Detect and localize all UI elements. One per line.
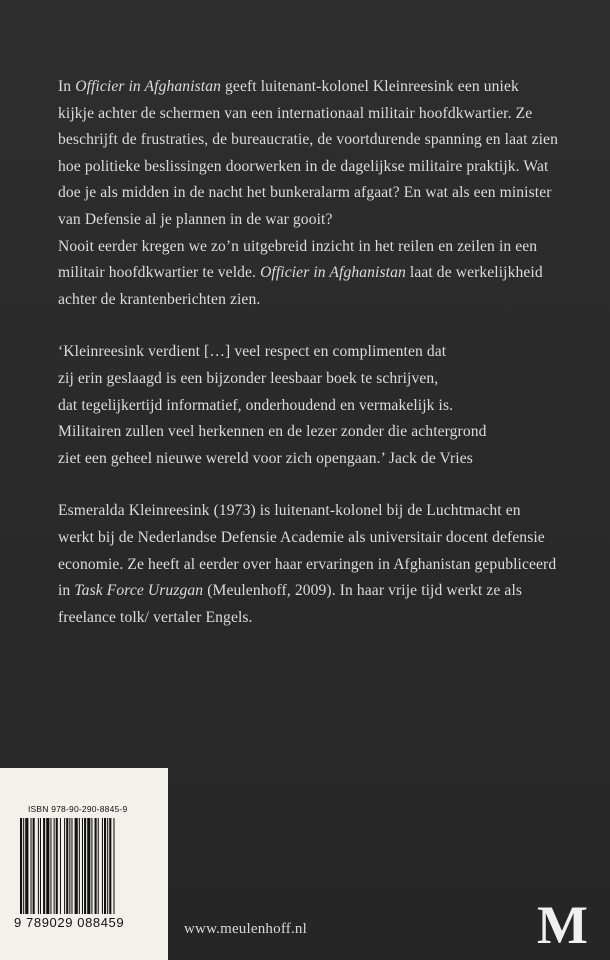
barcode-bar [84, 818, 86, 914]
barcode-bar [87, 818, 90, 914]
barcode-bar [82, 818, 83, 914]
barcode-bar [20, 818, 22, 914]
barcode-digits: 9 789029 088459 [14, 915, 125, 930]
barcode-bar [104, 818, 106, 914]
barcode-bar [60, 818, 61, 914]
description-body: geeft luitenant-kolonel Kleinreesink een uniek kijkje achter de schermen van een internationaal militair hoofdkwartier. Ze beschrijft de frustraties, de bureaucratie, de voortdurende spanning en laat zien hoe politieke beslissingen doorwerken in de dagelijkse militaire praktijk. Wat doe je als midden in de nacht het bunkeralarm afgaat? En wat als een minister van Defensie al je plannen in de war gooit? [58, 78, 558, 228]
blurb-text [58, 74, 558, 631]
insight-paragraph [58, 234, 558, 314]
barcode-bar [43, 818, 45, 914]
barcode-bar [33, 818, 35, 914]
insight-body: laat de werkelijkheid achter de krantenberichten zien. [58, 264, 543, 308]
barcode-bar [107, 818, 108, 914]
barcode-bar [71, 818, 72, 914]
description-intro: In [58, 78, 76, 95]
barcode-bar [64, 818, 65, 914]
author-bio-text-end: (Meulenhoff, 2009). In haar vrije tijd werkt ze als freelance tolk/ vertaler Engels. [58, 582, 523, 626]
barcode-bar [38, 818, 39, 914]
review-quote [58, 339, 558, 472]
barcode-bar [25, 818, 28, 914]
publisher-logo: M [537, 895, 588, 955]
book-title: Officier in Afghanistan [75, 78, 222, 95]
quote-line: dat tegelijkertijd informatief, onderhoudend en vermakelijk is. [58, 396, 454, 414]
barcode-bar [102, 818, 103, 914]
barcode-bar [79, 818, 80, 914]
barcode-image [20, 818, 148, 914]
barcode-bar [95, 818, 97, 914]
book-title-2: Officier in Afghanistan [260, 264, 406, 282]
barcode-bar [98, 818, 99, 914]
quote-line: Militairen zullen veel herkennen en de lezer zonder die achtergrond [58, 423, 487, 441]
barcode-bar [46, 818, 49, 914]
barcode-bar [23, 818, 24, 914]
previous-book-title: Task Force Uruzgan [74, 582, 204, 600]
barcode-bar [75, 818, 78, 914]
barcode-bar [91, 818, 92, 914]
barcode-bar [113, 818, 114, 914]
barcode-bar [56, 818, 58, 914]
quote-line: zij erin geslaagd is een bijzonder leesbaar boek te schrijven, [58, 369, 439, 387]
barcode-bar [109, 818, 111, 914]
barcode-bar [54, 818, 55, 914]
quote-line: ziet een geheel nieuwe wereld voor zich opengaan.’ Jack de Vries [58, 449, 473, 467]
barcode-bar [66, 818, 68, 914]
barcode-bar [31, 818, 32, 914]
barcode-bar [40, 818, 41, 914]
author-bio-text: Esmeralda Kleinreesink (1973) is luitenant-kolonel bij de Luchtmacht en werkt bij de Nederlandse Defensie Academie als universitair docent defensie economie. Ze heeft al eerder over haar ervaringen in Afghanistan gepubliceerd in [58, 502, 557, 600]
barcode-bar [50, 818, 51, 914]
author-bio [58, 498, 558, 631]
barcode-bar [69, 818, 70, 914]
insight-intro: Nooit eerder kregen we zo’n uitgebreid inzicht in het reilen en zeilen in een militair hoofdkwartier te velde. [58, 237, 538, 282]
publisher-website: www.meulenhoff.nl [184, 921, 307, 937]
quote-line: ‘Kleinreesink verdient […] veel respect en complimenten dat [58, 343, 447, 361]
description-paragraph [58, 74, 558, 234]
isbn-label: ISBN 978-90-290-8845-9 [28, 804, 128, 814]
